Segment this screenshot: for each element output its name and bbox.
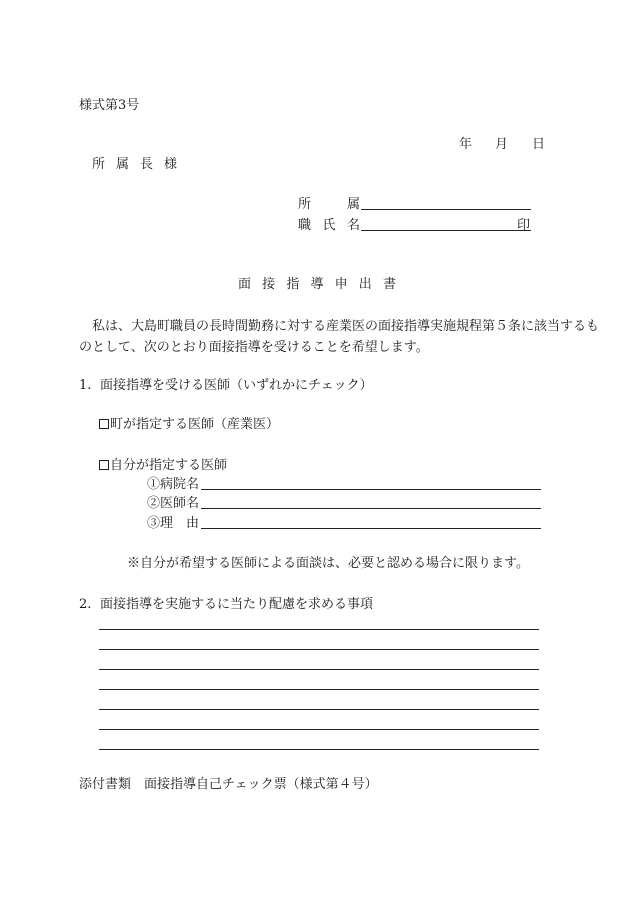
hospital-name-field[interactable] [201, 489, 541, 490]
intro-line-1: 私は、大島町職員の長時間勤務に対する産業医の面接指導実施規程第５条に該当するも [92, 319, 600, 334]
consideration-line-6[interactable] [99, 729, 539, 730]
consideration-line-4[interactable] [99, 689, 539, 690]
reason-row [147, 517, 541, 530]
doctor-name-field[interactable] [201, 508, 541, 509]
consideration-line-3[interactable] [99, 669, 539, 670]
section2-heading: 面接指導を実施するに当たり配慮を求める事項 [100, 597, 374, 612]
name-field[interactable] [361, 230, 531, 231]
date-month-label: 月 [495, 137, 509, 152]
addressee: 所 属 長 様 [92, 157, 177, 172]
form-number: 様式第3号 [79, 98, 140, 113]
hospital-name-row [147, 478, 541, 491]
option-company-doctor[interactable] [99, 418, 279, 431]
option-own-doctor[interactable] [99, 459, 227, 472]
consideration-line-2[interactable] [99, 649, 539, 650]
date-year-label: 年 [459, 137, 473, 152]
section1-number: 1. [79, 378, 92, 393]
section1-heading: 面接指導を受ける医師（いずれかにチェック） [100, 378, 373, 393]
checkbox-own-doctor[interactable] [99, 460, 109, 470]
affiliation-label: 所 属 [298, 197, 360, 212]
consideration-line-5[interactable] [99, 709, 539, 710]
affiliation-field[interactable] [361, 209, 531, 210]
document-title: 面 接 指 導 申 出 書 [238, 277, 396, 292]
attachment-note: 添付書類 面接指導自己チェック票（様式第４号） [79, 777, 378, 792]
option-own-doctor-label: 自分が指定する医師 [110, 458, 228, 473]
date-day-label: 日 [532, 137, 546, 152]
consideration-line-1[interactable] [99, 629, 539, 630]
reason-label: ③理 由 [147, 516, 200, 531]
section1-note: ※自分が希望する医師による面談は、必要と認める場合に限ります。 [127, 556, 529, 571]
checkbox-company-doctor[interactable] [99, 419, 109, 429]
intro-line-2: のとして、次のとおり面接指導を受けることを希望します。 [79, 340, 429, 355]
doctor-name-label: ②医師名 [147, 496, 200, 511]
consideration-line-7[interactable] [99, 749, 539, 750]
name-label: 職 氏 名 [298, 218, 360, 233]
doctor-name-row [147, 497, 541, 510]
option-company-doctor-label: 町が指定する医師（産業医） [110, 417, 280, 432]
seal-mark: 印 [517, 218, 531, 233]
section2-number: 2. [79, 597, 92, 612]
hospital-name-label: ①病院名 [147, 477, 200, 492]
reason-field[interactable] [201, 528, 541, 529]
